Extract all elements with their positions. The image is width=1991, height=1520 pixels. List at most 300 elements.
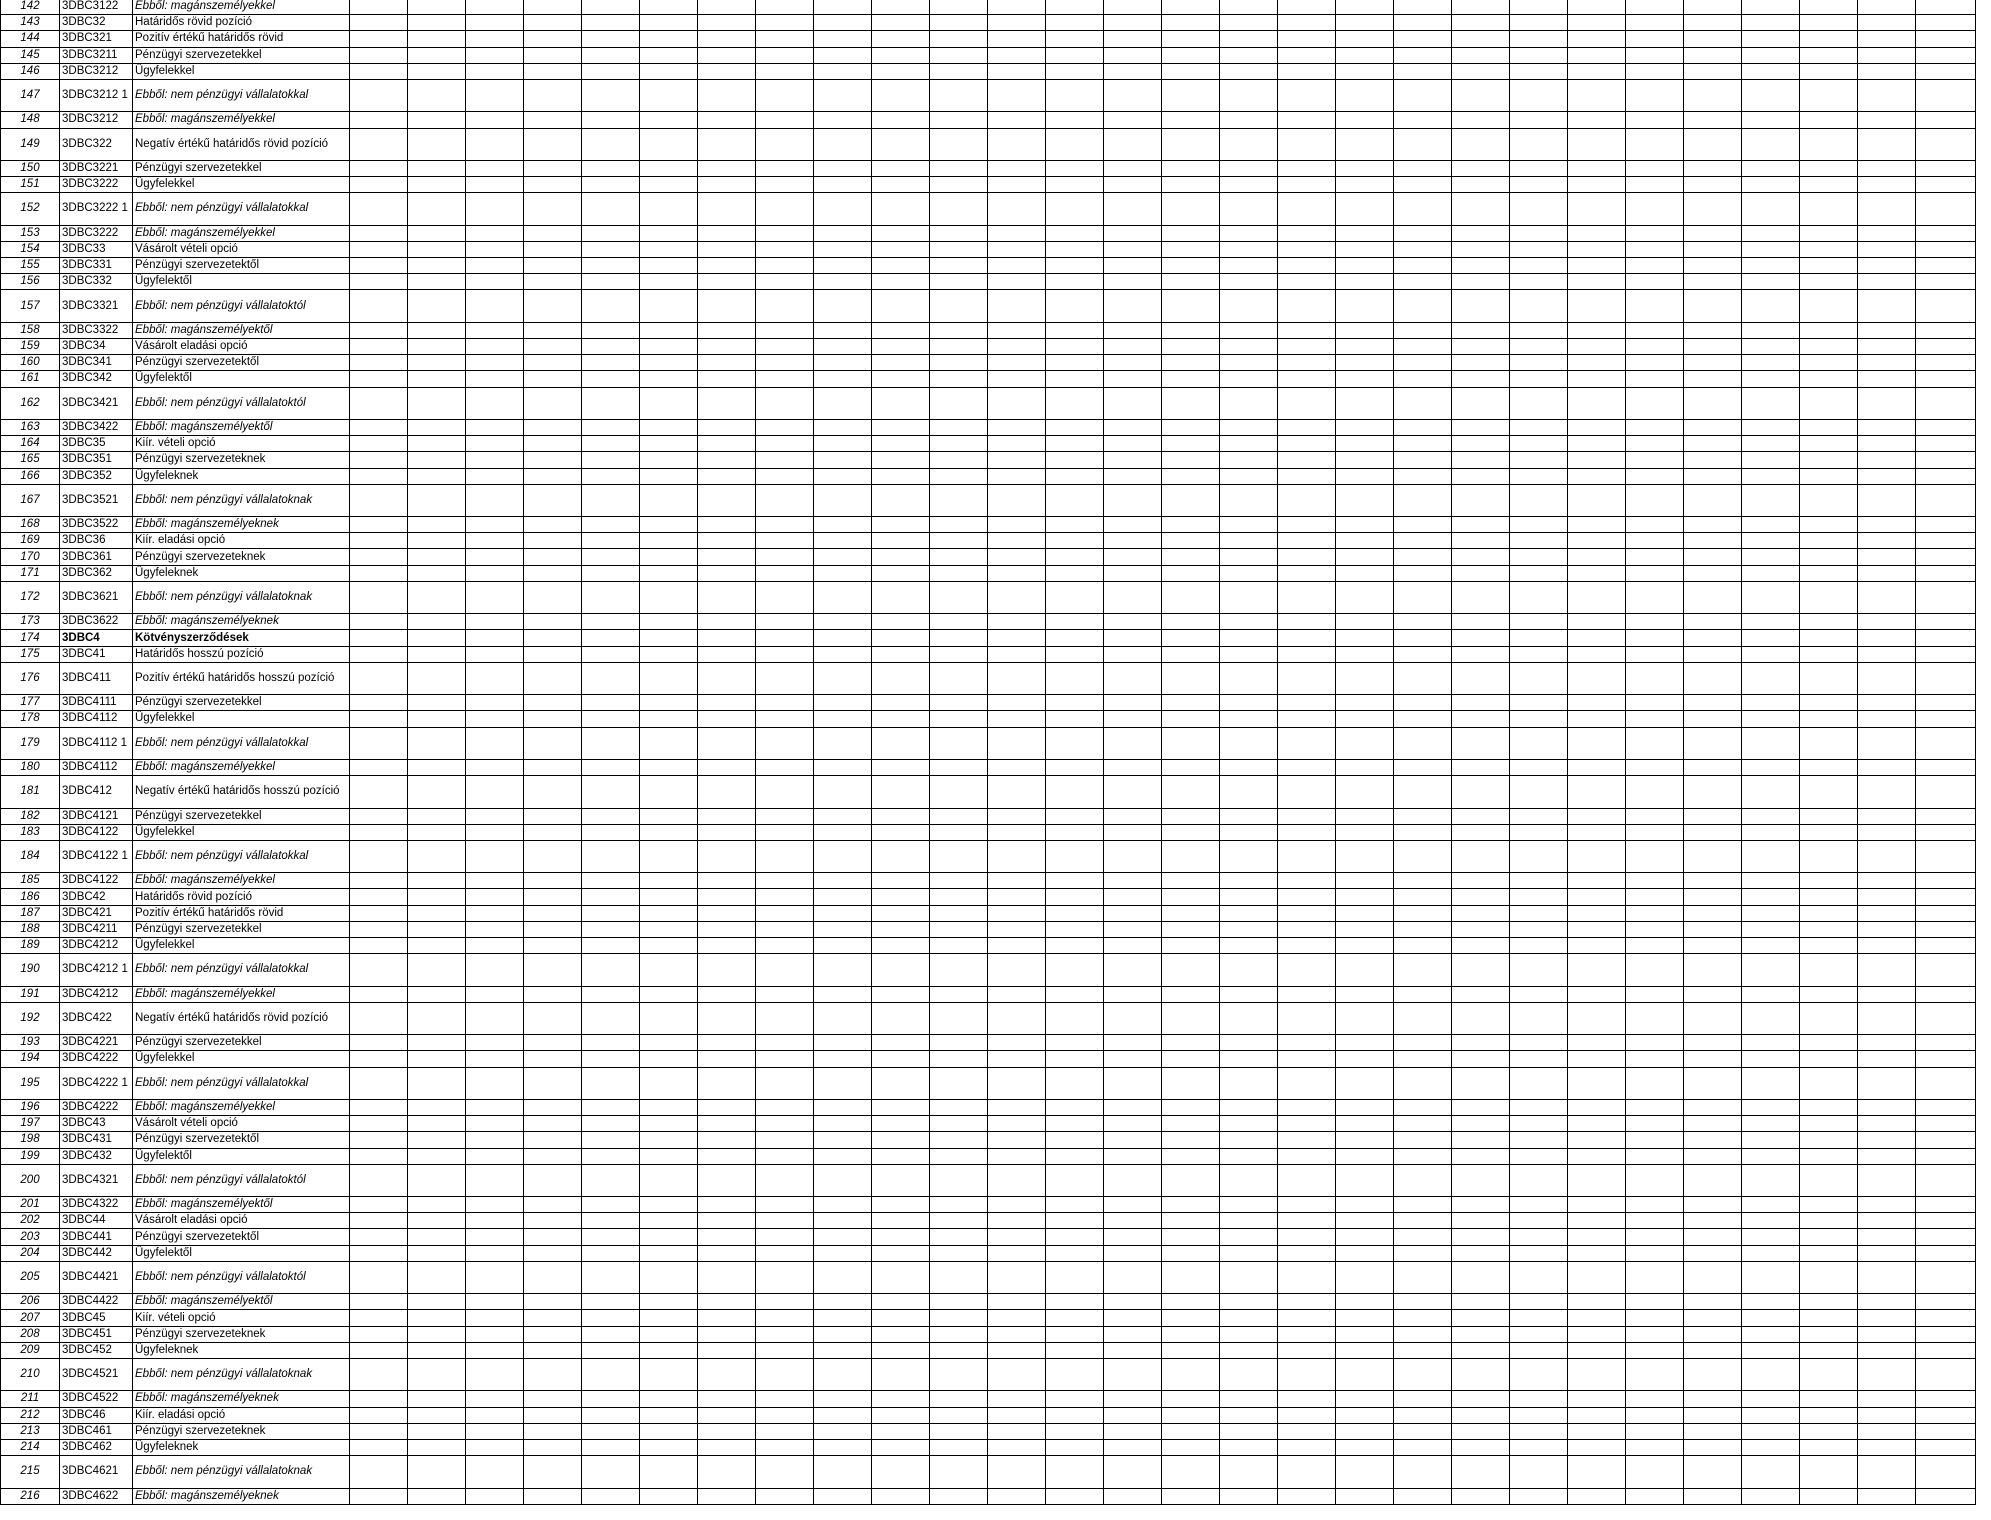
value-cell[interactable] [756, 1326, 814, 1342]
value-cell[interactable] [1626, 63, 1684, 79]
value-cell[interactable] [814, 1067, 872, 1099]
value-cell[interactable] [466, 1456, 524, 1488]
value-cell[interactable] [1278, 274, 1336, 290]
value-cell[interactable] [1452, 1164, 1510, 1196]
value-cell[interactable] [408, 840, 466, 872]
value-cell[interactable] [1046, 630, 1104, 646]
value-cell[interactable] [1684, 160, 1742, 176]
value-cell[interactable] [698, 889, 756, 905]
value-cell[interactable] [1278, 759, 1336, 775]
value-cell[interactable] [1394, 1439, 1452, 1455]
value-cell[interactable] [1742, 824, 1800, 840]
value-cell[interactable] [1742, 1067, 1800, 1099]
value-cell[interactable] [640, 581, 698, 613]
value-cell[interactable] [582, 225, 640, 241]
value-cell[interactable] [408, 1099, 466, 1115]
value-cell[interactable] [1394, 1342, 1452, 1358]
row-label-cell[interactable]: Ebből: magánszemélyektől [133, 419, 350, 435]
value-cell[interactable] [1162, 938, 1220, 954]
value-cell[interactable] [872, 727, 930, 759]
value-cell[interactable] [1336, 517, 1394, 533]
row-number-cell[interactable]: 155 [1, 258, 60, 274]
value-cell[interactable] [1336, 1164, 1394, 1196]
value-cell[interactable] [1046, 468, 1104, 484]
value-cell[interactable] [1394, 31, 1452, 47]
value-cell[interactable] [1046, 1051, 1104, 1067]
value-cell[interactable] [466, 177, 524, 193]
value-cell[interactable] [640, 0, 698, 15]
value-cell[interactable] [1568, 662, 1626, 694]
value-cell[interactable] [640, 711, 698, 727]
value-cell[interactable] [1626, 387, 1684, 419]
value-cell[interactable] [1452, 1245, 1510, 1261]
value-cell[interactable] [1104, 15, 1162, 31]
value-cell[interactable] [408, 1294, 466, 1310]
value-cell[interactable] [756, 1035, 814, 1051]
value-cell[interactable] [466, 873, 524, 889]
value-cell[interactable] [1510, 484, 1568, 516]
row-number-cell[interactable]: 177 [1, 695, 60, 711]
value-cell[interactable] [1858, 1116, 1916, 1132]
value-cell[interactable] [1858, 387, 1916, 419]
row-number-cell[interactable]: 187 [1, 905, 60, 921]
value-cell[interactable] [1510, 1164, 1568, 1196]
value-cell[interactable] [1858, 1310, 1916, 1326]
value-cell[interactable] [1684, 355, 1742, 371]
value-cell[interactable] [1568, 1439, 1626, 1455]
value-cell[interactable] [1684, 938, 1742, 954]
value-cell[interactable] [1510, 824, 1568, 840]
value-cell[interactable] [524, 614, 582, 630]
value-cell[interactable] [466, 1326, 524, 1342]
row-code-cell[interactable]: 3DBC3212 [60, 112, 133, 128]
value-cell[interactable] [872, 517, 930, 533]
value-cell[interactable] [814, 646, 872, 662]
value-cell[interactable] [756, 290, 814, 322]
value-cell[interactable] [1858, 0, 1916, 15]
value-cell[interactable] [1220, 938, 1278, 954]
value-cell[interactable] [408, 371, 466, 387]
value-cell[interactable] [1742, 1342, 1800, 1358]
row-number-cell[interactable]: 182 [1, 808, 60, 824]
value-cell[interactable] [408, 339, 466, 355]
value-cell[interactable] [524, 31, 582, 47]
value-cell[interactable] [872, 436, 930, 452]
value-cell[interactable] [640, 1035, 698, 1051]
value-cell[interactable] [988, 436, 1046, 452]
value-cell[interactable] [1162, 840, 1220, 872]
row-number-cell[interactable]: 184 [1, 840, 60, 872]
value-cell[interactable] [1626, 1391, 1684, 1407]
value-cell[interactable] [872, 241, 930, 257]
value-cell[interactable] [1162, 646, 1220, 662]
value-cell[interactable] [1742, 662, 1800, 694]
value-cell[interactable] [1800, 339, 1858, 355]
value-cell[interactable] [582, 1294, 640, 1310]
value-cell[interactable] [1046, 290, 1104, 322]
value-cell[interactable] [814, 47, 872, 63]
value-cell[interactable] [1858, 840, 1916, 872]
value-cell[interactable] [1858, 258, 1916, 274]
value-cell[interactable] [1742, 1439, 1800, 1455]
row-code-cell[interactable]: 3DBC33 [60, 241, 133, 257]
value-cell[interactable] [1452, 160, 1510, 176]
value-cell[interactable] [872, 986, 930, 1002]
value-cell[interactable] [1220, 1294, 1278, 1310]
value-cell[interactable] [872, 1456, 930, 1488]
value-cell[interactable] [1452, 630, 1510, 646]
value-cell[interactable] [1568, 1099, 1626, 1115]
value-cell[interactable] [1220, 954, 1278, 986]
value-cell[interactable] [1742, 727, 1800, 759]
value-cell[interactable] [988, 549, 1046, 565]
value-cell[interactable] [1452, 241, 1510, 257]
value-cell[interactable] [466, 808, 524, 824]
value-cell[interactable] [814, 1310, 872, 1326]
value-cell[interactable] [1568, 160, 1626, 176]
value-cell[interactable] [350, 31, 408, 47]
value-cell[interactable] [1394, 695, 1452, 711]
value-cell[interactable] [524, 1067, 582, 1099]
value-cell[interactable] [408, 452, 466, 468]
value-cell[interactable] [1278, 1197, 1336, 1213]
value-cell[interactable] [1046, 1002, 1104, 1034]
row-code-cell[interactable]: 3DBC421 [60, 905, 133, 921]
value-cell[interactable] [350, 873, 408, 889]
value-cell[interactable] [350, 160, 408, 176]
value-cell[interactable] [582, 614, 640, 630]
value-cell[interactable] [524, 1391, 582, 1407]
value-cell[interactable] [930, 371, 988, 387]
row-number-cell[interactable]: 201 [1, 1197, 60, 1213]
value-cell[interactable] [814, 954, 872, 986]
value-cell[interactable] [1220, 759, 1278, 775]
value-cell[interactable] [1742, 711, 1800, 727]
value-cell[interactable] [524, 1035, 582, 1051]
value-cell[interactable] [408, 1407, 466, 1423]
value-cell[interactable] [1568, 258, 1626, 274]
value-cell[interactable] [1568, 1002, 1626, 1034]
value-cell[interactable] [1858, 533, 1916, 549]
value-cell[interactable] [1046, 1423, 1104, 1439]
value-cell[interactable] [466, 79, 524, 111]
value-cell[interactable] [1278, 1229, 1336, 1245]
value-cell[interactable] [930, 1310, 988, 1326]
value-cell[interactable] [930, 565, 988, 581]
value-cell[interactable] [1510, 1002, 1568, 1034]
value-cell[interactable] [1626, 1488, 1684, 1504]
row-label-cell[interactable]: Ügyfeleknek [133, 468, 350, 484]
value-cell[interactable] [698, 840, 756, 872]
value-cell[interactable] [1626, 355, 1684, 371]
row-code-cell[interactable]: 3DBC3522 [60, 517, 133, 533]
row-number-cell[interactable]: 158 [1, 322, 60, 338]
value-cell[interactable] [1510, 1051, 1568, 1067]
row-label-cell[interactable]: Ebből: magánszemélyeknek [133, 1488, 350, 1504]
value-cell[interactable] [524, 1326, 582, 1342]
value-cell[interactable] [1742, 1002, 1800, 1034]
value-cell[interactable] [1568, 533, 1626, 549]
value-cell[interactable] [1510, 112, 1568, 128]
value-cell[interactable] [1858, 711, 1916, 727]
value-cell[interactable] [1916, 711, 1976, 727]
value-cell[interactable] [1394, 921, 1452, 937]
value-cell[interactable] [930, 15, 988, 31]
value-cell[interactable] [1104, 711, 1162, 727]
row-label-cell[interactable]: Ebből: magánszemélyektől [133, 1197, 350, 1213]
value-cell[interactable] [872, 824, 930, 840]
value-cell[interactable] [1626, 581, 1684, 613]
value-cell[interactable] [756, 873, 814, 889]
value-cell[interactable] [1278, 484, 1336, 516]
value-cell[interactable] [1626, 1456, 1684, 1488]
value-cell[interactable] [1278, 1261, 1336, 1293]
value-cell[interactable] [1452, 31, 1510, 47]
value-cell[interactable] [872, 1342, 930, 1358]
value-cell[interactable] [1046, 727, 1104, 759]
row-number-cell[interactable]: 149 [1, 128, 60, 160]
value-cell[interactable] [1336, 225, 1394, 241]
value-cell[interactable] [1626, 517, 1684, 533]
value-cell[interactable] [1162, 241, 1220, 257]
value-cell[interactable] [1452, 986, 1510, 1002]
value-cell[interactable] [1162, 1423, 1220, 1439]
value-cell[interactable] [1742, 468, 1800, 484]
value-cell[interactable] [1046, 112, 1104, 128]
value-cell[interactable] [1742, 1099, 1800, 1115]
value-cell[interactable] [1162, 954, 1220, 986]
value-cell[interactable] [756, 1116, 814, 1132]
value-cell[interactable] [814, 258, 872, 274]
row-number-cell[interactable]: 192 [1, 1002, 60, 1034]
value-cell[interactable] [988, 824, 1046, 840]
value-cell[interactable] [1394, 824, 1452, 840]
value-cell[interactable] [582, 889, 640, 905]
value-cell[interactable] [698, 419, 756, 435]
row-code-cell[interactable]: 3DBC411 [60, 662, 133, 694]
value-cell[interactable] [872, 258, 930, 274]
value-cell[interactable] [1510, 986, 1568, 1002]
value-cell[interactable] [1220, 711, 1278, 727]
value-cell[interactable] [1278, 322, 1336, 338]
value-cell[interactable] [1394, 1261, 1452, 1293]
row-code-cell[interactable]: 3DBC4122 [60, 873, 133, 889]
value-cell[interactable] [1684, 371, 1742, 387]
value-cell[interactable] [1278, 63, 1336, 79]
value-cell[interactable] [466, 1407, 524, 1423]
value-cell[interactable] [1336, 355, 1394, 371]
value-cell[interactable] [1510, 759, 1568, 775]
value-cell[interactable] [1510, 1067, 1568, 1099]
value-cell[interactable] [1104, 193, 1162, 225]
value-cell[interactable] [872, 808, 930, 824]
value-cell[interactable] [1452, 128, 1510, 160]
value-cell[interactable] [930, 1164, 988, 1196]
value-cell[interactable] [640, 322, 698, 338]
value-cell[interactable] [1858, 241, 1916, 257]
value-cell[interactable] [930, 1342, 988, 1358]
value-cell[interactable] [640, 177, 698, 193]
value-cell[interactable] [1800, 1051, 1858, 1067]
value-cell[interactable] [930, 1148, 988, 1164]
row-label-cell[interactable]: Határidős rövid pozíció [133, 15, 350, 31]
value-cell[interactable] [1568, 840, 1626, 872]
row-label-cell[interactable]: Ebből: magánszemélyeknek [133, 1391, 350, 1407]
value-cell[interactable] [1452, 15, 1510, 31]
value-cell[interactable] [1394, 177, 1452, 193]
value-cell[interactable] [930, 241, 988, 257]
value-cell[interactable] [1162, 549, 1220, 565]
value-cell[interactable] [640, 128, 698, 160]
value-cell[interactable] [1452, 47, 1510, 63]
value-cell[interactable] [814, 986, 872, 1002]
value-cell[interactable] [1626, 1261, 1684, 1293]
value-cell[interactable] [698, 1164, 756, 1196]
value-cell[interactable] [408, 258, 466, 274]
value-cell[interactable] [988, 355, 1046, 371]
value-cell[interactable] [1858, 1132, 1916, 1148]
value-cell[interactable] [756, 1099, 814, 1115]
value-cell[interactable] [698, 31, 756, 47]
value-cell[interactable] [466, 1099, 524, 1115]
value-cell[interactable] [1104, 274, 1162, 290]
value-cell[interactable] [1046, 177, 1104, 193]
value-cell[interactable] [350, 177, 408, 193]
value-cell[interactable] [1510, 322, 1568, 338]
row-code-cell[interactable]: 3DBC432 [60, 1148, 133, 1164]
value-cell[interactable] [1568, 1294, 1626, 1310]
value-cell[interactable] [582, 517, 640, 533]
value-cell[interactable] [524, 1002, 582, 1034]
value-cell[interactable] [1162, 533, 1220, 549]
value-cell[interactable] [1568, 1164, 1626, 1196]
value-cell[interactable] [1394, 468, 1452, 484]
value-cell[interactable] [1626, 533, 1684, 549]
row-code-cell[interactable]: 3DBC352 [60, 468, 133, 484]
value-cell[interactable] [1162, 160, 1220, 176]
value-cell[interactable] [988, 517, 1046, 533]
value-cell[interactable] [1336, 1423, 1394, 1439]
value-cell[interactable] [988, 808, 1046, 824]
value-cell[interactable] [1046, 1245, 1104, 1261]
value-cell[interactable] [872, 160, 930, 176]
row-code-cell[interactable]: 3DBC3212 [60, 63, 133, 79]
row-number-cell[interactable]: 181 [1, 776, 60, 808]
value-cell[interactable] [1858, 177, 1916, 193]
value-cell[interactable] [698, 1229, 756, 1245]
value-cell[interactable] [640, 258, 698, 274]
value-cell[interactable] [1394, 808, 1452, 824]
value-cell[interactable] [582, 1213, 640, 1229]
value-cell[interactable] [1742, 565, 1800, 581]
row-code-cell[interactable]: 3DBC3122 [60, 0, 133, 15]
value-cell[interactable] [1104, 776, 1162, 808]
value-cell[interactable] [988, 630, 1046, 646]
value-cell[interactable] [350, 0, 408, 15]
value-cell[interactable] [930, 517, 988, 533]
value-cell[interactable] [524, 387, 582, 419]
row-label-cell[interactable]: Kiír. vételi opció [133, 1310, 350, 1326]
value-cell[interactable] [1336, 921, 1394, 937]
value-cell[interactable] [1394, 339, 1452, 355]
value-cell[interactable] [582, 160, 640, 176]
value-cell[interactable] [1104, 533, 1162, 549]
value-cell[interactable] [1742, 47, 1800, 63]
value-cell[interactable] [988, 1261, 1046, 1293]
value-cell[interactable] [1394, 1294, 1452, 1310]
value-cell[interactable] [1046, 840, 1104, 872]
value-cell[interactable] [1684, 241, 1742, 257]
value-cell[interactable] [698, 1002, 756, 1034]
value-cell[interactable] [1452, 1456, 1510, 1488]
value-cell[interactable] [1684, 646, 1742, 662]
value-cell[interactable] [1104, 759, 1162, 775]
row-label-cell[interactable]: Pénzügyi szervezetekkel [133, 921, 350, 937]
value-cell[interactable] [466, 0, 524, 15]
value-cell[interactable] [1510, 695, 1568, 711]
value-cell[interactable] [1916, 565, 1976, 581]
value-cell[interactable] [1278, 225, 1336, 241]
value-cell[interactable] [1104, 1439, 1162, 1455]
row-code-cell[interactable]: 3DBC4522 [60, 1391, 133, 1407]
value-cell[interactable] [756, 31, 814, 47]
value-cell[interactable] [814, 160, 872, 176]
value-cell[interactable] [1046, 873, 1104, 889]
value-cell[interactable] [1568, 889, 1626, 905]
value-cell[interactable] [814, 1391, 872, 1407]
value-cell[interactable] [640, 1197, 698, 1213]
value-cell[interactable] [408, 921, 466, 937]
value-cell[interactable] [1220, 630, 1278, 646]
value-cell[interactable] [466, 1132, 524, 1148]
value-cell[interactable] [1220, 387, 1278, 419]
value-cell[interactable] [640, 873, 698, 889]
value-cell[interactable] [814, 1213, 872, 1229]
value-cell[interactable] [1684, 824, 1742, 840]
value-cell[interactable] [1452, 1326, 1510, 1342]
row-label-cell[interactable]: Pénzügyi szervezeteknek [133, 452, 350, 468]
value-cell[interactable] [698, 63, 756, 79]
value-cell[interactable] [1626, 1099, 1684, 1115]
value-cell[interactable] [1394, 63, 1452, 79]
value-cell[interactable] [756, 614, 814, 630]
value-cell[interactable] [1046, 1099, 1104, 1115]
value-cell[interactable] [1104, 436, 1162, 452]
value-cell[interactable] [640, 1002, 698, 1034]
value-cell[interactable] [1162, 436, 1220, 452]
row-label-cell[interactable]: Negatív értékű határidős hosszú pozíció [133, 776, 350, 808]
value-cell[interactable] [756, 1002, 814, 1034]
value-cell[interactable] [1162, 1391, 1220, 1407]
value-cell[interactable] [1510, 662, 1568, 694]
row-label-cell[interactable]: Ebből: magánszemélyektől [133, 322, 350, 338]
value-cell[interactable] [698, 662, 756, 694]
value-cell[interactable] [582, 47, 640, 63]
value-cell[interactable] [1452, 1002, 1510, 1034]
value-cell[interactable] [1742, 1456, 1800, 1488]
value-cell[interactable] [640, 290, 698, 322]
value-cell[interactable] [988, 1132, 1046, 1148]
value-cell[interactable] [814, 921, 872, 937]
value-cell[interactable] [1858, 371, 1916, 387]
value-cell[interactable] [1916, 517, 1976, 533]
row-label-cell[interactable]: Pénzügyi szervezetekkel [133, 808, 350, 824]
value-cell[interactable] [1684, 986, 1742, 1002]
value-cell[interactable] [1626, 986, 1684, 1002]
value-cell[interactable] [1568, 695, 1626, 711]
value-cell[interactable] [640, 1067, 698, 1099]
value-cell[interactable] [1046, 322, 1104, 338]
